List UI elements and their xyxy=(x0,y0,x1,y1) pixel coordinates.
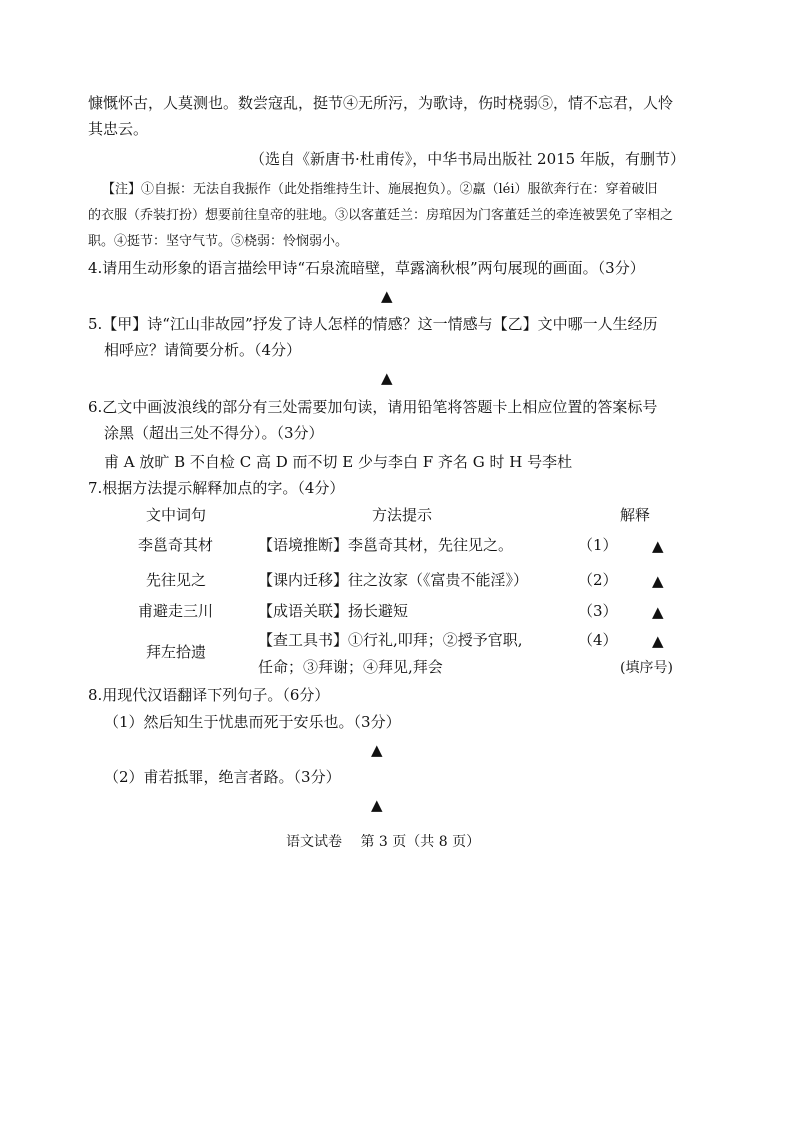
q7-header-phrase: 文中词句 xyxy=(146,506,207,524)
question-5-line-1: 5.【甲】诗“江山非故园”抒发了诗人怎样的情感？这一情感与【乙】文中哪一人生经历 xyxy=(88,315,658,333)
answer-mark-q8-1: ▲ xyxy=(371,741,383,759)
q7-row-4-hint-cont: 任命；③拜谢；④拜见,拜会 xyxy=(258,658,443,676)
q7-row-2-num: （2） xyxy=(578,571,618,589)
passage-line-1: 慷慨怀古，人莫测也。数尝寇乱，挺节④无所污，为歌诗，伤时桡弱⑤，情不忘君，人怜 xyxy=(88,94,674,112)
q7-row-4-phrase: 拜左拾遗 xyxy=(146,643,207,661)
q7-row-4-hint: 【查工具书】①行礼,叩拜；②授予官职, xyxy=(258,631,523,649)
answer-mark-q7-4: ▲ xyxy=(652,632,664,650)
answer-mark-q8-2: ▲ xyxy=(371,796,383,814)
q7-row-3-num: （3） xyxy=(578,602,618,620)
q7-row-1-num: （1） xyxy=(578,536,618,554)
note-line-1: 【注】①自振：无法自我振作（此处指维持生计、施展抱负）。②羸（léi）服欲奔行在：穿着破旧 xyxy=(102,182,658,197)
question-7: 7.根据方法提示解释加点的字。（4分） xyxy=(88,479,345,497)
q7-header-explain: 解释 xyxy=(620,506,651,524)
question-8: 8.用现代汉语翻译下列句子。（6分） xyxy=(88,686,330,704)
question-8-sentence-1: （1）然后知生于忧患而死于安乐也。（3分） xyxy=(104,713,401,731)
question-5-line-2: 相呼应？请简要分析。（4分） xyxy=(104,341,302,359)
q7-row-3-phrase: 甫避走三川 xyxy=(138,602,214,620)
note-line-2: 的衣服（乔装打扮）想要前往皇帝的驻地。③以客董廷兰：房琯因为门客董廷兰的牵连被罢免了宰相之 xyxy=(88,208,674,223)
q7-header-hint: 方法提示 xyxy=(372,506,433,524)
q7-row-4-num: （4） xyxy=(578,631,618,649)
answer-mark-q7-2: ▲ xyxy=(652,572,664,590)
q7-row-1-hint: 【语境推断】李邕奇其材，先往见之。 xyxy=(258,536,514,554)
page-footer: 语文试卷 第 3 页（共 8 页） xyxy=(286,834,481,850)
question-6-line-1: 6.乙文中画波浪线的部分有三处需要加句读，请用铅笔将答题卡上相应位置的答案标号 xyxy=(88,398,658,416)
answer-mark-q7-3: ▲ xyxy=(652,603,664,621)
q7-row-1-phrase: 李邕奇其材 xyxy=(138,536,214,554)
question-6-line-2: 涂黑（超出三处不得分）。（3分） xyxy=(104,424,324,442)
note-line-3: 职。④挺节：坚守气节。⑤桡弱：怜悯弱小。 xyxy=(88,234,349,249)
passage-line-2: 其忠云。 xyxy=(88,120,149,138)
passage-source: （选自《新唐书·杜甫传》，中华书局出版社 2015 年版，有删节） xyxy=(250,150,685,168)
answer-mark-q4: ▲ xyxy=(381,287,393,305)
q7-row-2-hint: 【课内迁移】往之汝家（《富贵不能淫》） xyxy=(258,571,529,589)
question-8-sentence-2: （2）甫若抵罪，绝言者路。（3分） xyxy=(104,768,341,786)
answer-mark-q7-1: ▲ xyxy=(652,537,664,555)
q7-row-3-hint: 【成语关联】扬长避短 xyxy=(258,602,409,620)
answer-mark-q5: ▲ xyxy=(381,369,393,387)
q7-row-2-phrase: 先往见之 xyxy=(146,571,207,589)
q7-row-4-extra: (填序号) xyxy=(620,660,673,676)
question-4: 4.请用生动形象的语言描绘甲诗“石泉流暗壁，草露滴秋根”两句展现的画面。（3分） xyxy=(88,259,645,277)
question-6-options: 甫 A 放旷 B 不自检 C 高 D 而不切 E 少与李白 F 齐名 G 时 H 号李杜 xyxy=(104,453,573,471)
